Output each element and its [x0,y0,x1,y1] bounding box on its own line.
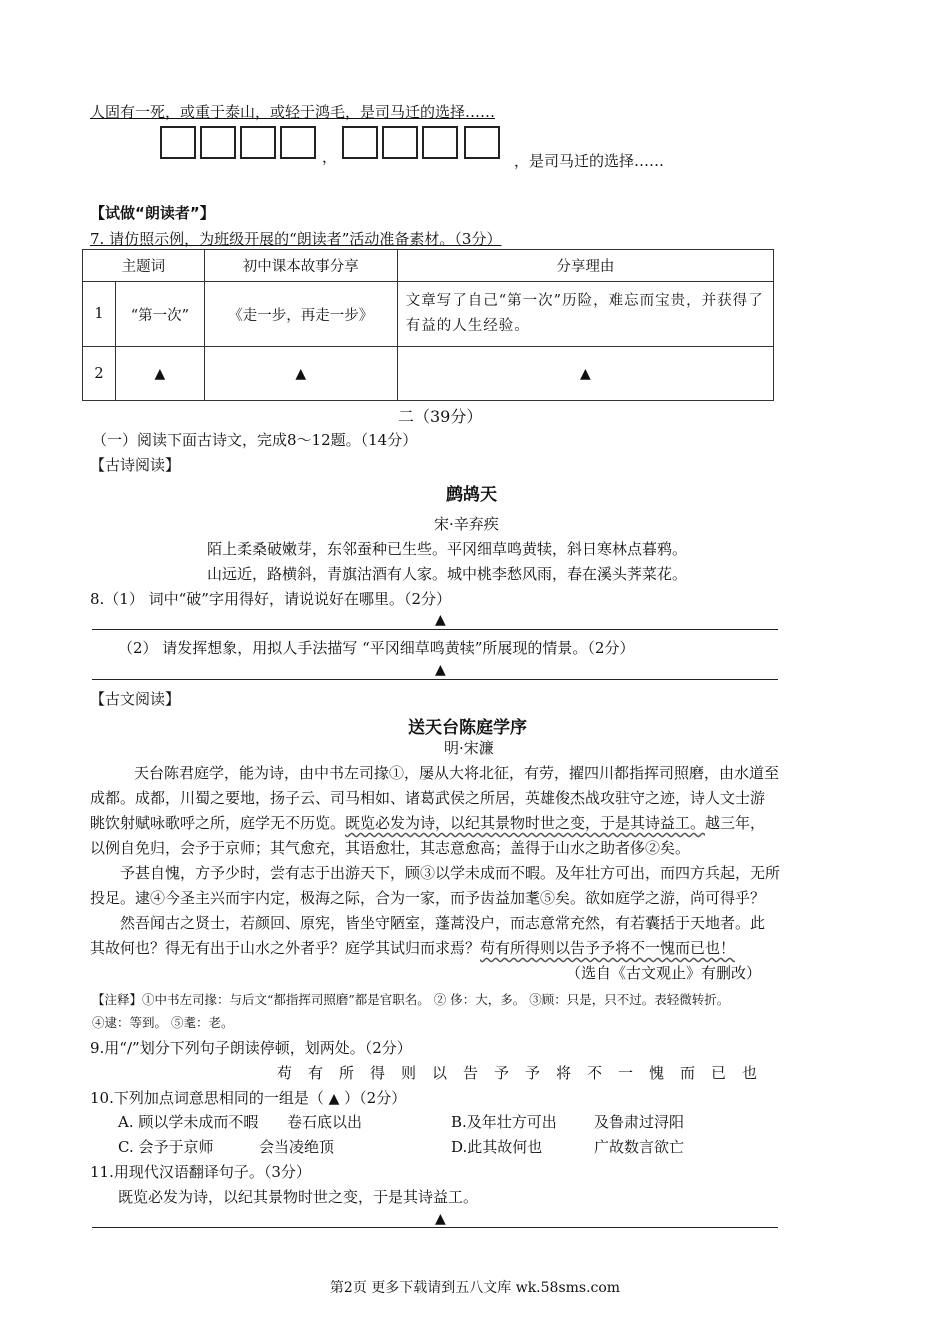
poem-author: 宋·辛弃疾 [434,515,499,533]
prose-text: 眺饮射赋咏歌呼之所，庭学无不历览。 [90,814,346,832]
answer-mark: ▲ [435,662,446,678]
question-7: 7. 请仿照示例，为班级开展的“朗读者”活动准备素材。（3分） [90,230,502,248]
answer-box[interactable] [422,126,458,159]
answer-box[interactable] [200,126,236,159]
poem-title: 鹧鸪天 [446,485,497,505]
notes: ④逮：等到。 ⑤耄：老。 [92,1015,234,1030]
poem-line: 山远近，路横斜，青旗沽酒有人家。城中桃李愁风雨，春在溪头荠菜花。 [207,565,688,583]
answer-box[interactable] [240,126,276,159]
prose-wavy-sentence: 既览必发为诗，以纪其景物时世之变，于是其诗益工。 [345,814,706,832]
table-row [83,347,774,401]
section-heading-reader: 【试做“朗读者”】 [90,204,215,222]
question-10-text: 10.下列加点词意思相同的一组是（ [90,1089,329,1107]
example-line: 人固有一死，或重于泰山，或轻于鸿毛，是司马迁的选择…… [90,103,496,121]
prose-tag: 【古文阅读】 [90,690,181,708]
option-c-compare: 会当凌绝顶 [259,1138,335,1156]
prose-line: 成都。成都，川蜀之要地，扬子云、司马相如、诸葛武侯之所居，英雄俊杰战攻驻守之迹，诗人文士游 [90,789,766,807]
option-b-compare: 及鲁肃过浔阳 [594,1113,685,1131]
prose-line [90,812,765,833]
prose-wavy-sentence: 苟有所得则以告予予将不一愧而已也！ [480,939,736,957]
prose-title: 送天台陈庭学序 [408,718,527,738]
question-8-1: 8.（1） 词中“破”字用得好，请说说好在哪里。（2分） [90,590,452,608]
pause-sentence[interactable]: 苟有所得则以告予予将不一愧而已也 [277,1064,774,1082]
translate-sentence: 既览必发为诗，以纪其景物时世之变，于是其诗益工。 [118,1188,479,1206]
answer-line[interactable] [92,679,778,680]
option-a[interactable]: A. 顾以学未成而不暇 [118,1113,259,1131]
prose-line: 然吾闻古之贤士，若颜回、原宪，皆坐守陋室，蓬蒿没户，而志意常充然，有若囊括于天地者。此 [120,914,766,932]
answer-line[interactable] [92,629,778,630]
answer-mark[interactable]: ▲ [328,1091,340,1107]
option-d-compare: 广故数言欲亡 [594,1138,685,1156]
option-c[interactable]: C. 会予于京师 [118,1138,214,1156]
row-story: 《走一步，再走一步》 [204,282,397,347]
prose-source: （选自《古文观止》有删改） [566,964,762,982]
question-9: 9.用“/”划分下列句子朗读停顿，划两处。（2分） [90,1039,412,1057]
row-theme: “第一次” [116,282,205,347]
example-tail: ，是司马迁的选择…… [514,152,665,170]
option-a-compare: 卷石底以出 [287,1113,363,1131]
header-story: 初中课本故事分享 [204,250,397,282]
section-intro: （一）阅读下面古诗文，完成8～12题。（14分） [92,431,418,449]
prose-line: 天台陈君庭学，能为诗，由中书左司掾①，屡从大将北征，有劳，擢四川都指挥司照磨，由水道至 [134,764,780,782]
question-11: 11.用现代汉语翻译句子。（3分） [90,1163,311,1181]
header-reason: 分享理由 [397,250,773,282]
page-footer: 第2页 更多下载请到五八文库 wk.58sms.com [329,1280,621,1296]
notes: 【注释】①中书左司掾：与后文“都指挥司照磨”都是官职名。 ② 侈：大，多。 ③顾：只是，只不过。表轻微转折。 [92,992,730,1007]
answer-box[interactable] [382,126,418,159]
poem-tag: 【古诗阅读】 [90,456,181,474]
row-number: 1 [83,282,116,347]
answer-box[interactable] [464,126,500,159]
answer-mark: ▲ [435,1211,446,1227]
prose-author: 明·宋濂 [444,739,494,757]
answer-mark: ▲ [435,612,446,628]
part-heading: 二（39分） [398,407,483,426]
material-table [82,249,774,401]
table-row [83,282,774,347]
prose-line: 予甚自愧，方予少时，尝有志于出游天下，顾③以学未成而不暇。及年壮方可出，而四方兵起，无所 [120,864,781,882]
prose-text: 越三年， [705,814,766,832]
question-10-text: ）（2分） [339,1089,407,1107]
prose-line: 投足。逮④今圣主兴而宇内定，极海之际，合为一家，而予齿益加耄⑤矣。欲如庭学之游，尚可得乎？ [90,889,766,907]
answer-box[interactable] [160,126,196,159]
row-reason: 文章写了自己“第一次”历险，难忘而宝贵，并获得了有益的人生经验。 [397,282,773,347]
answer-box[interactable] [342,126,378,159]
prose-line [90,937,735,958]
row-reason-answer[interactable]: ▲ [397,347,773,401]
comma-mark: ， [322,148,338,166]
option-d[interactable]: D.此其故何也 [451,1138,543,1156]
question-8-2: （2） 请发挥想象，用拟人手法描写 “平冈细草鸣黄犊”所展现的情景。（2分） [118,639,635,657]
answer-line[interactable] [92,1227,778,1228]
row-story-answer[interactable]: ▲ [204,347,397,401]
poem-line: 陌上柔桑破嫩芽，东邻蚕种已生些。平冈细草鸣黄犊，斜日寒林点暮鸦。 [207,540,688,558]
row-number: 2 [83,347,116,401]
answer-box[interactable] [280,126,316,159]
option-b[interactable]: B.及年壮方可出 [451,1113,557,1131]
prose-line: 以例自免归，会予于京师；其气愈充，其语愈壮，其志意愈高；盖得于山水之助者侈②矣。 [90,839,691,857]
prose-text: 其故何也？得无有出于山水之外者乎？庭学其试归而求焉？ [90,939,481,957]
header-theme: 主题词 [83,250,205,282]
row-theme-answer[interactable]: ▲ [116,347,205,401]
question-10 [90,1087,406,1108]
